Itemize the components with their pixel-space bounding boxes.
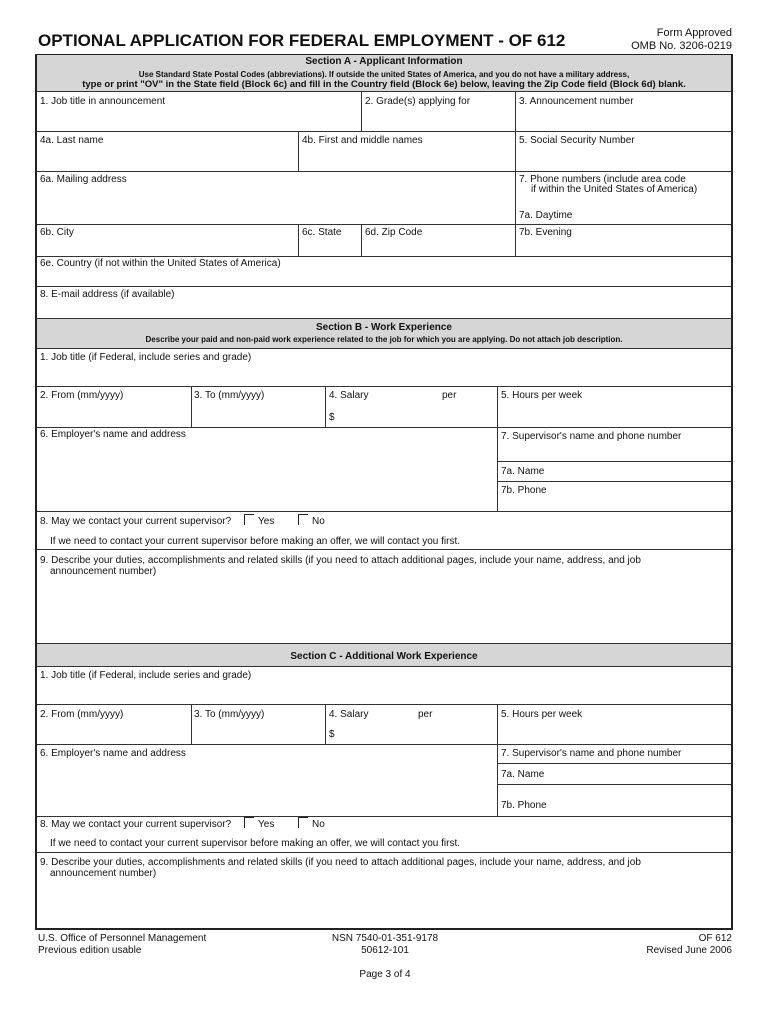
b-from-field[interactable] xyxy=(40,408,186,423)
b-contact-no-checkbox[interactable] xyxy=(298,514,308,525)
mailing-address-label: 6a. Mailing address xyxy=(40,174,127,185)
footer-revised: Revised June 2006 xyxy=(646,945,732,956)
b-hours-field[interactable] xyxy=(501,408,727,423)
c-supervisor-name-field[interactable] xyxy=(548,768,726,781)
c-contact-yes-checkbox[interactable] xyxy=(244,817,254,828)
c-employer-field[interactable] xyxy=(40,763,492,813)
footer-agency-block xyxy=(38,933,206,957)
announcement-number-label: 3. Announcement number xyxy=(519,96,634,107)
b-from-label: 2. From (mm/yyyy) xyxy=(40,390,124,401)
c-contact-note: If we need to contact your current supervisor before making an offer, we will contact you first. xyxy=(50,838,461,849)
mailing-address-field[interactable] xyxy=(40,190,510,220)
b-hours-label: 5. Hours per week xyxy=(501,390,583,401)
country-label: 6e. Country (if not within the United States of America) xyxy=(40,258,281,269)
grade-field[interactable] xyxy=(365,112,511,128)
divider xyxy=(497,461,731,462)
b-salary-per-label: per xyxy=(442,390,457,401)
b-duties-label: 9. Describe your duties, accomplishments and related skills (if you need to attach additional pages, include your name, address, and job xyxy=(40,555,641,566)
section-a-note-1: Use Standard State Postal Codes (abbreviations). If outside the united States of America, and you do not have a military address, xyxy=(138,70,630,79)
announcement-number-field[interactable] xyxy=(519,112,727,128)
b-salary-label: 4. Salary xyxy=(329,390,369,401)
b-job-title-label: 1. Job title (if Federal, include series and grade) xyxy=(40,352,252,363)
daytime-phone-field[interactable] xyxy=(575,209,725,222)
phone-numbers-note: if within the United States of America) xyxy=(531,184,698,195)
c-contact-no-checkbox[interactable] xyxy=(298,817,308,828)
b-employer-label: 6. Employer's name and address xyxy=(40,429,186,440)
c-salary-per-label: per xyxy=(418,709,433,720)
divider xyxy=(361,91,362,131)
c-duties-label: 9. Describe your duties, accomplishments and related skills (if you need to attach additional pages, include your name, address, and job xyxy=(40,857,641,868)
b-supervisor-phone-field[interactable] xyxy=(550,484,726,497)
c-to-label: 3. To (mm/yyyy) xyxy=(194,709,265,720)
zip-code-label: 6d. Zip Code xyxy=(365,227,423,238)
section-b-note: Describe your paid and non-paid work experience related to the job for which you are applying. Do not attach job description. xyxy=(145,335,623,344)
c-from-field[interactable] xyxy=(40,725,186,740)
page-number: Page 3 of 4 xyxy=(359,969,411,980)
divider xyxy=(497,386,498,512)
b-contact-question: 8. May we contact your current supervisor? xyxy=(40,516,232,527)
divider xyxy=(37,852,731,853)
c-supervisor-phone-label: 7b. Phone xyxy=(501,800,547,811)
first-middle-names-field[interactable] xyxy=(302,151,511,167)
ssn-field[interactable] xyxy=(519,151,727,167)
footer-form-number: OF 612 xyxy=(698,933,732,944)
b-supervisor-label: 7. Supervisor's name and phone number xyxy=(501,431,682,442)
b-supervisor-name-field[interactable] xyxy=(548,465,726,478)
job-title-field[interactable] xyxy=(40,112,356,128)
footer-stock-number: 50612-101 xyxy=(361,945,409,956)
b-salary-field[interactable] xyxy=(338,408,493,423)
c-supervisor-name-label: 7a. Name xyxy=(501,769,545,780)
section-a-heading: Section A - Applicant Information xyxy=(305,56,463,67)
c-from-label: 2. From (mm/yyyy) xyxy=(40,709,124,720)
footer-agency: U.S. Office of Personnel Management xyxy=(38,933,207,944)
divider xyxy=(37,348,731,349)
omb-number: OMB No. 3206-0219 xyxy=(631,40,732,52)
divider xyxy=(497,763,731,764)
section-c-heading: Section C - Additional Work Experience xyxy=(290,651,478,662)
divider xyxy=(361,224,362,256)
b-dollar-sign: $ xyxy=(329,412,335,423)
city-label: 6b. City xyxy=(40,227,74,238)
form-approved-label: Form Approved xyxy=(656,27,732,39)
footer-form-block xyxy=(646,933,732,957)
evening-phone-field[interactable] xyxy=(519,240,727,254)
email-label: 8. E-mail address (if available) xyxy=(40,289,175,300)
divider xyxy=(497,704,498,817)
c-job-title-label: 1. Job title (if Federal, include series and grade) xyxy=(40,670,252,681)
divider xyxy=(37,131,731,132)
divider xyxy=(37,286,731,287)
divider xyxy=(497,784,731,785)
divider xyxy=(37,427,731,428)
last-name-field[interactable] xyxy=(40,151,294,167)
first-middle-names-label: 4b. First and middle names xyxy=(302,135,423,146)
divider xyxy=(37,386,731,387)
city-field[interactable] xyxy=(40,240,294,254)
divider xyxy=(191,704,192,744)
c-hours-field[interactable] xyxy=(501,725,727,740)
divider xyxy=(325,386,326,427)
divider xyxy=(37,816,731,817)
divider xyxy=(515,91,516,131)
divider xyxy=(37,666,731,667)
c-to-field[interactable] xyxy=(194,725,321,740)
c-job-title-field[interactable] xyxy=(40,685,726,701)
divider xyxy=(497,481,731,482)
section-b-heading: Section B - Work Experience xyxy=(316,322,452,333)
divider xyxy=(37,511,731,512)
b-to-label: 3. To (mm/yyyy) xyxy=(194,390,265,401)
b-contact-yes-checkbox[interactable] xyxy=(244,514,254,525)
divider xyxy=(37,704,731,705)
c-supervisor-phone-field[interactable] xyxy=(550,799,726,812)
b-job-title-field[interactable] xyxy=(40,367,726,383)
b-supervisor-name-label: 7a. Name xyxy=(501,466,545,477)
b-supervisor-phone-label: 7b. Phone xyxy=(501,485,547,496)
divider xyxy=(515,131,516,171)
footer-stock-block xyxy=(285,933,485,957)
footer-nsn: NSN 7540-01-351-9178 xyxy=(331,933,439,944)
c-duties-label-line2: announcement number) xyxy=(50,868,157,879)
job-title-label: 1. Job title in announcement xyxy=(40,96,166,107)
divider xyxy=(298,131,299,171)
evening-phone-label: 7b. Evening xyxy=(519,227,572,238)
grade-label: 2. Grade(s) applying for xyxy=(365,96,471,107)
divider xyxy=(37,256,731,257)
c-supervisor-label: 7. Supervisor's name and phone number xyxy=(501,748,682,759)
state-label: 6c. State xyxy=(302,227,342,238)
email-field[interactable] xyxy=(40,302,726,315)
state-field[interactable] xyxy=(302,240,357,254)
c-hours-label: 5. Hours per week xyxy=(501,709,583,720)
b-duties-field[interactable] xyxy=(40,580,726,640)
phone-numbers-label: 7. Phone numbers (include area code xyxy=(519,174,686,185)
ssn-label: 5. Social Security Number xyxy=(519,135,635,146)
c-duties-field[interactable] xyxy=(40,882,726,924)
b-contact-no-label: No xyxy=(312,516,325,527)
form-approval xyxy=(631,27,732,53)
c-salary-label: 4. Salary xyxy=(329,709,369,720)
divider xyxy=(325,704,326,744)
section-a-note-2: type or print "OV" in the State field (Block 6c) and fill in the Country field (Block 6e) below, leaving the Zip Code field (Block 6d) blank. xyxy=(82,79,686,90)
divider xyxy=(37,224,731,225)
b-duties-label-line2: announcement number) xyxy=(50,566,157,577)
daytime-phone-label: 7a. Daytime xyxy=(519,210,573,221)
divider xyxy=(37,171,731,172)
c-employer-label: 6. Employer's name and address xyxy=(40,748,186,759)
b-contact-yes-label: Yes xyxy=(258,516,275,527)
c-contact-no-label: No xyxy=(312,819,325,830)
b-employer-field[interactable] xyxy=(40,445,492,505)
divider xyxy=(37,549,731,550)
divider xyxy=(191,386,192,427)
c-contact-yes-label: Yes xyxy=(258,819,275,830)
c-dollar-sign: $ xyxy=(329,729,335,740)
form-title: OPTIONAL APPLICATION FOR FEDERAL EMPLOYMENT - OF 612 xyxy=(38,31,566,50)
footer-previous-edition: Previous edition usable xyxy=(38,945,142,956)
zip-code-field[interactable] xyxy=(365,240,511,254)
c-salary-field[interactable] xyxy=(338,725,493,740)
country-field[interactable] xyxy=(40,271,726,284)
c-contact-question: 8. May we contact your current supervisor? xyxy=(40,819,232,830)
b-to-field[interactable] xyxy=(194,408,321,423)
divider xyxy=(298,224,299,256)
divider xyxy=(37,744,731,745)
divider xyxy=(515,171,516,256)
divider xyxy=(37,91,731,92)
b-contact-note: If we need to contact your current supervisor before making an offer, we will contact you first. xyxy=(50,536,461,547)
last-name-label: 4a. Last name xyxy=(40,135,104,146)
